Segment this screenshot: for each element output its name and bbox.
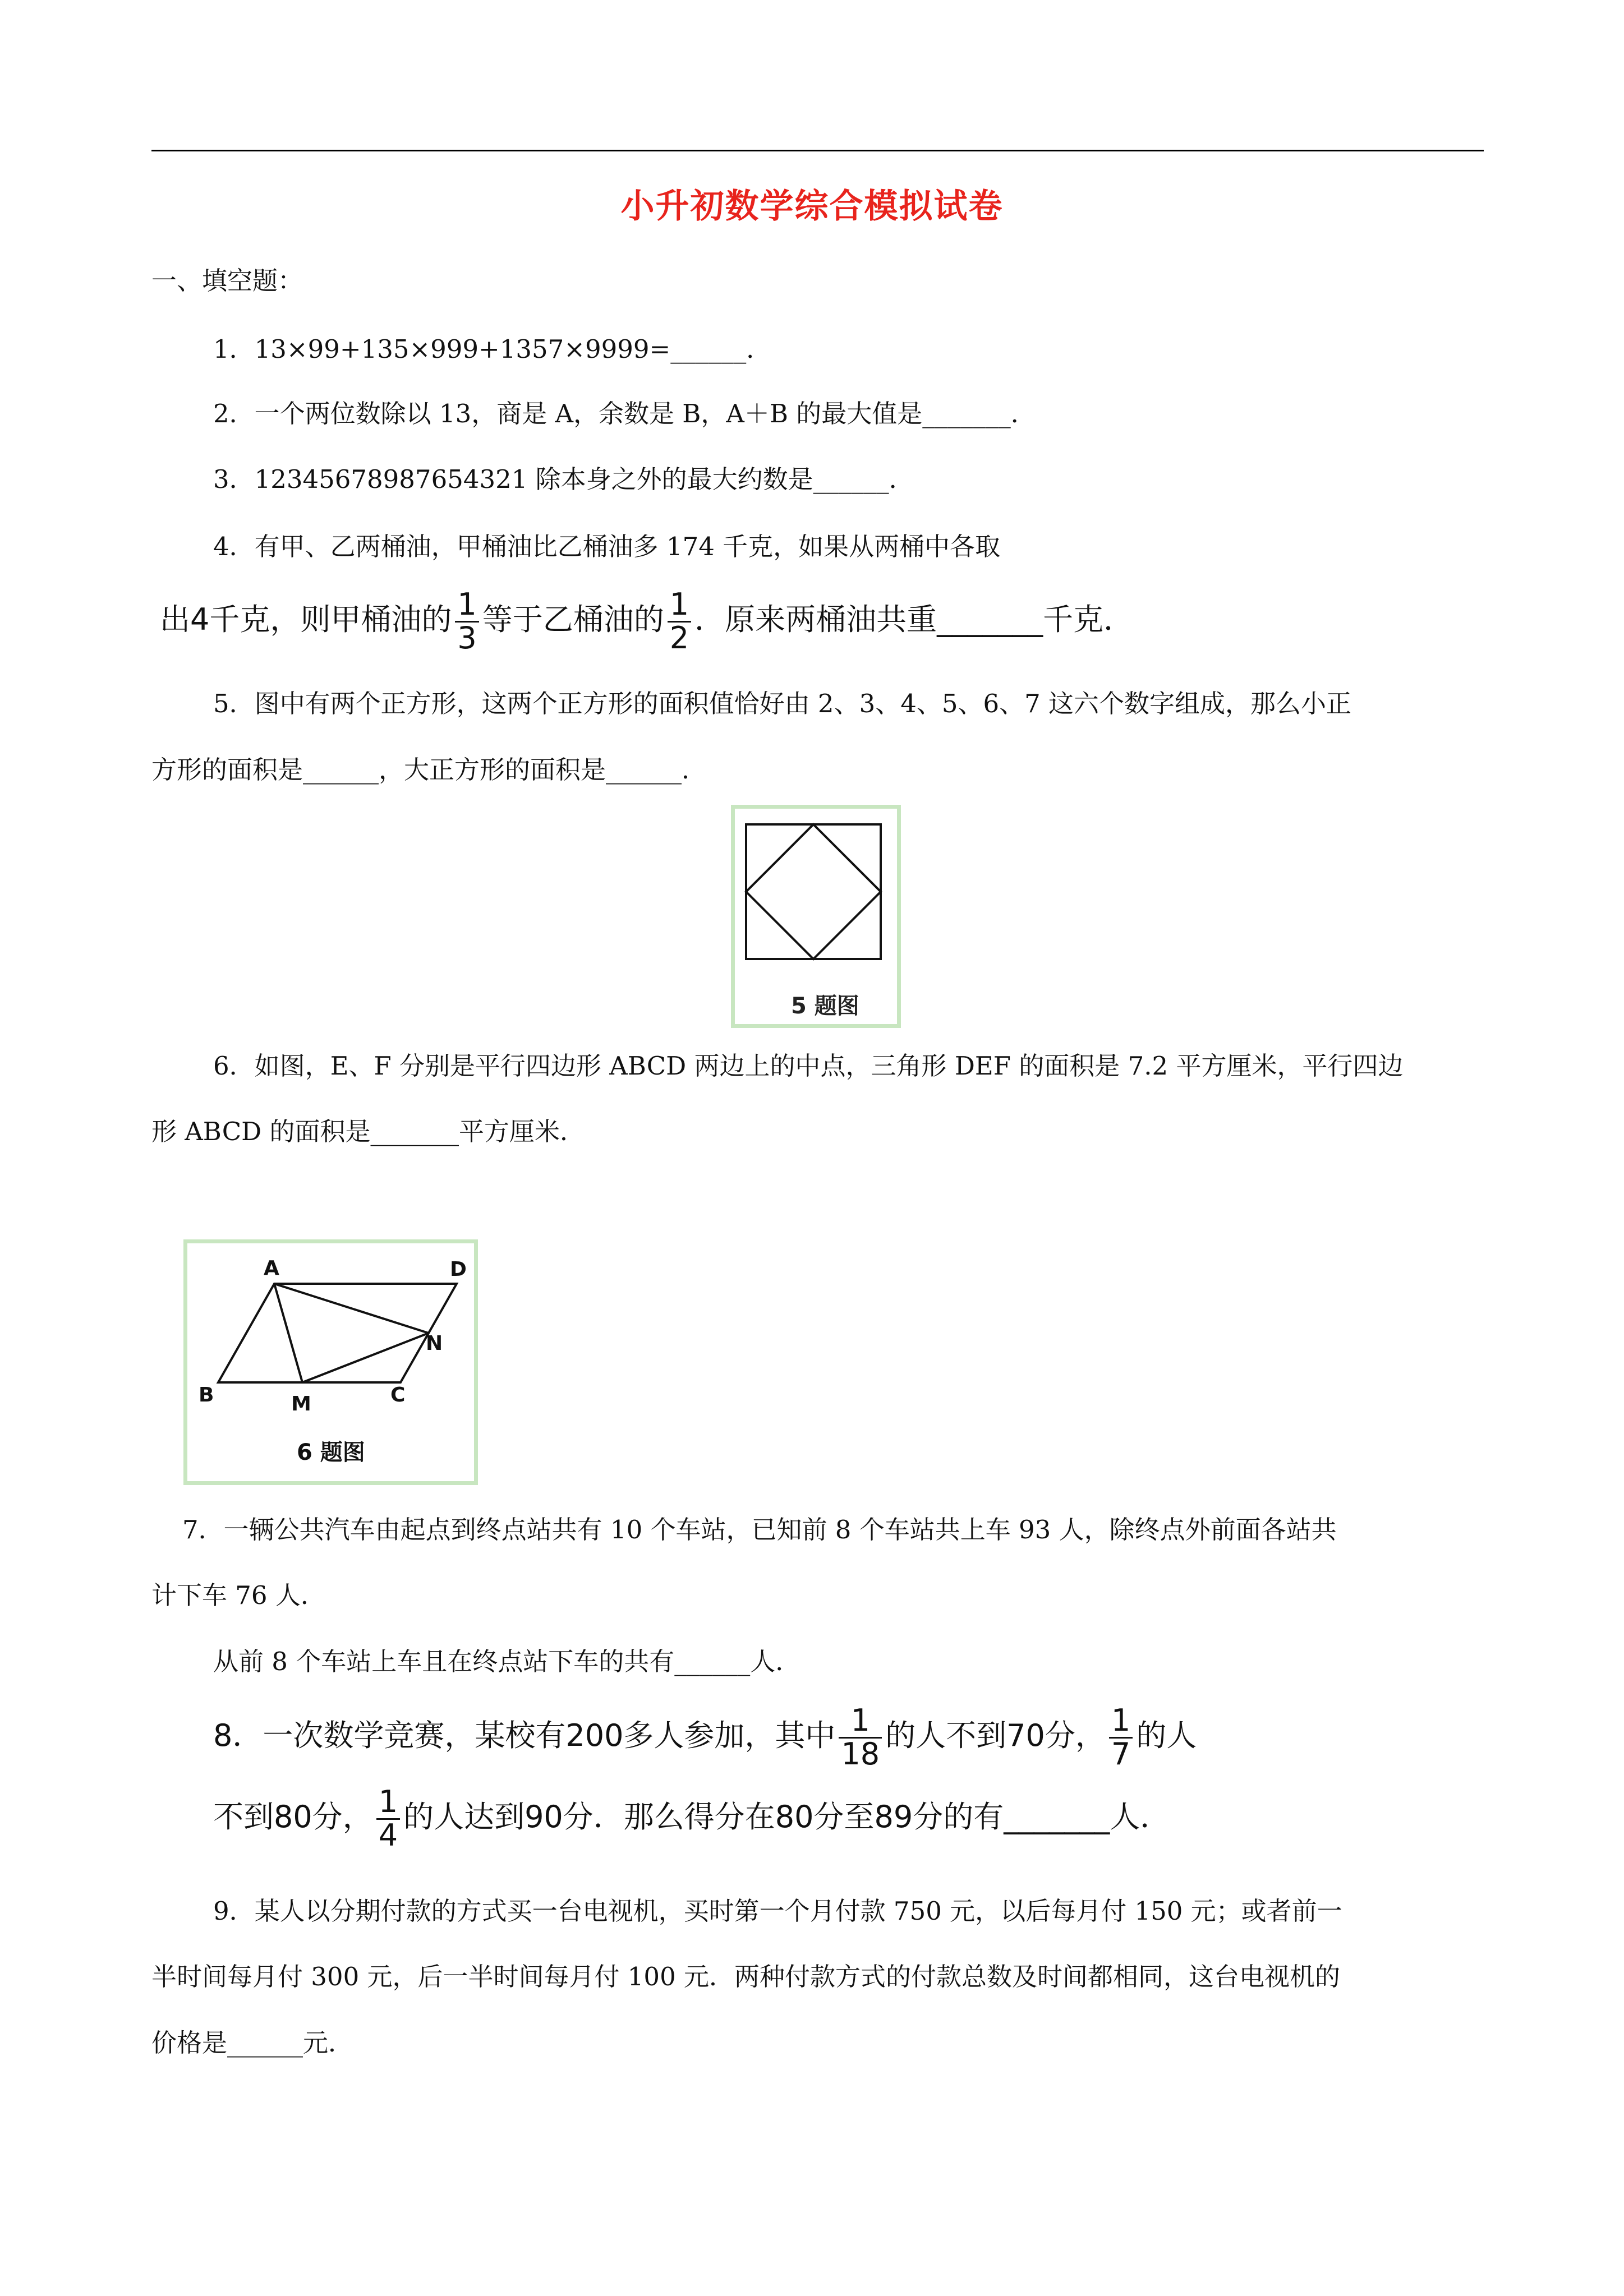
question-4-line-1: 4．有甲、乙两桶油，甲桶油比乙桶油多 174 千克，如果从两桶中各取 xyxy=(213,532,1001,561)
question-8-line-1 xyxy=(213,1705,1197,1770)
figure-6 xyxy=(183,1239,478,1485)
q8-text-a: 8．一次数学竞赛，某校有200多人参加，其中 xyxy=(213,1717,836,1753)
segment-am xyxy=(274,1284,302,1382)
label-d: D xyxy=(450,1258,467,1281)
segment-an xyxy=(274,1284,429,1333)
question-7-line-1: 7．一辆公共汽车由起点到终点站共有 10 个车站，已知前 8 个车站共上车 93 人，除终点外前面各站共 xyxy=(182,1515,1337,1545)
label-n: N xyxy=(426,1332,443,1355)
large-square xyxy=(746,824,881,959)
label-b: B xyxy=(199,1384,214,1407)
question-6-line-2: 形 ABCD 的面积是_______平方厘米． xyxy=(151,1117,586,1146)
question-9-line-1: 9．某人以分期付款的方式买一台电视机，买时第一个月付款 750 元，以后每月付 150 元；或者前一 xyxy=(213,1896,1342,1926)
question-4-line-2 xyxy=(160,589,1134,654)
fraction-one-eighteenth: $\frac{1}{18}$ xyxy=(839,1705,882,1770)
figure-5 xyxy=(731,805,901,1028)
fraction-one-third: $\frac{1}{3}$ xyxy=(455,589,479,654)
header-rule xyxy=(151,150,1484,151)
figure-6-caption: 6 题图 xyxy=(297,1440,365,1465)
figure-6-drawing xyxy=(187,1243,474,1481)
question-9-line-3: 价格是______元． xyxy=(151,2028,354,2058)
q8-text-d: 不到80分， xyxy=(213,1799,373,1834)
label-c: C xyxy=(390,1384,406,1407)
question-6-line-1: 6．如图，E、F 分别是平行四边形 ABCD 两边上的中点，三角形 DEF 的面积是 7.2 平方厘米，平行四边 xyxy=(213,1051,1404,1081)
q8-text-c: 的人 xyxy=(1136,1717,1197,1753)
page-title: 小升初数学综合模拟试卷 xyxy=(620,187,1004,226)
fraction-one-half: $\frac{1}{2}$ xyxy=(668,589,691,654)
question-1: 1．13×99+135×999+1357×9999=______． xyxy=(213,334,772,364)
question-5-line-1: 5．图中有两个正方形，这两个正方形的面积值恰好由 2、3、4、5、6、7 这六个数字组成，那么小正 xyxy=(213,689,1352,718)
q8-text-b: 的人不到70分， xyxy=(885,1717,1106,1753)
question-5-line-2: 方形的面积是______，大正方形的面积是______． xyxy=(151,755,707,785)
small-square xyxy=(746,824,881,959)
segment-mn xyxy=(302,1333,429,1382)
figure-5-caption: 5 题图 xyxy=(791,993,859,1019)
q8-text-e: 的人达到90分．那么得分在80分至89分的有_______人． xyxy=(403,1799,1171,1834)
q4-text-c: ．原来两桶油共重_______千克． xyxy=(694,601,1134,637)
q4-text-b: 等于乙桶油的 xyxy=(482,601,664,637)
question-7-line-2: 计下车 76 人． xyxy=(151,1580,326,1610)
question-9-line-2: 半时间每月付 300 元，后一半时间每月付 100 元．两种付款方式的付款总数及时间都相同，这台电视机的 xyxy=(151,1962,1341,1991)
question-8-line-2 xyxy=(213,1786,1170,1851)
fraction-one-quarter: $\frac{1}{4}$ xyxy=(376,1786,400,1851)
fraction-one-seventh: $\frac{1}{7}$ xyxy=(1109,1705,1133,1770)
question-3: 3．12345678987654321 除本身之外的最大约数是______． xyxy=(213,464,914,494)
label-m: M xyxy=(291,1393,311,1416)
section-heading: 一、填空题： xyxy=(151,266,303,296)
question-7-line-3: 从前 8 个车站上车且在终点站下车的共有______人． xyxy=(213,1647,801,1676)
q4-text-a: 出4千克，则甲桶油的 xyxy=(160,601,452,637)
question-2: 2．一个两位数除以 13，商是 A，余数是 B，A＋B 的最大值是_______． xyxy=(213,399,1036,428)
label-a: A xyxy=(264,1257,279,1280)
